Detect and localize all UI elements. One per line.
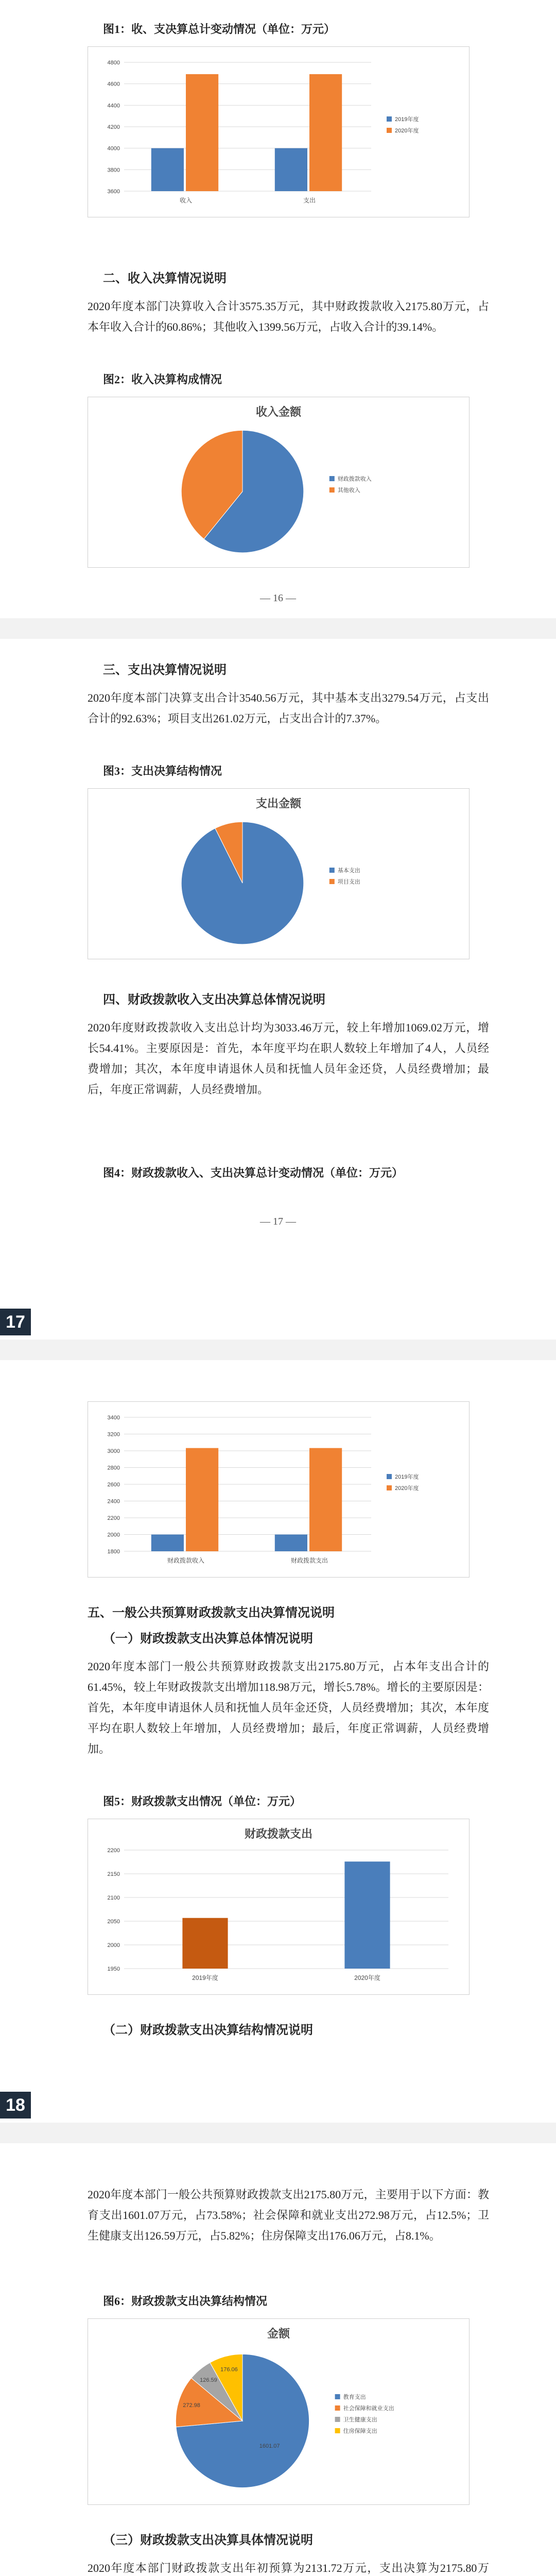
chart-title: 支出金额 [255, 797, 302, 810]
page19-para2: 2020年度本部门财政拨款支出年初预算为2131.72万元，支出决算为2175.80万 [88, 2562, 489, 2574]
page17-para2: 2020年度财政拨款收入支出总计均为3033.46万元，较上年增加1069.02万元，增长54.41%。主要原因是：首先，本年度平均在职人数较上年增加了4人，人员经费增加；其次，本年度申请退休人员和抚恤人员年金还贷，人员经费增加；最后，年度正常调薪，人员经费增加。 [88, 1021, 489, 1096]
y-tick-label: 2200 [107, 1848, 120, 1854]
y-tick-label: 4400 [107, 103, 120, 109]
y-tick-label: 4800 [107, 60, 120, 66]
page-19 [0, 2143, 556, 2576]
page-gap [0, 2123, 556, 2143]
y-tick-label: 3400 [107, 1415, 120, 1421]
figure3-caption: 图3：支出决算结构情况 [103, 765, 222, 777]
page17-footer: — 17 — [260, 1216, 296, 1227]
y-tick-label: 4200 [107, 124, 120, 130]
legend-swatch [329, 476, 335, 481]
legend-label: 住房保障支出 [343, 2428, 377, 2434]
page18-para1: 2020年度本部门一般公共预算财政拨款支出2175.80万元，占本年支出合计的61.45%，较上年财政拨款支出增加118.98万元，增长5.78%。增长的主要原因是：首先，本年度申请退休人员和抚恤人员年金还贷，人员经费增加；其次，本年度平均在职人数较上年增加，人员经费增加；最后，年度正常调薪，人员经费增加。 [88, 1660, 489, 1755]
bar [186, 1448, 218, 1551]
chart5-svg [88, 1819, 469, 1994]
y-tick-label: 3200 [107, 1431, 120, 1438]
legend-swatch [329, 879, 335, 884]
chart3-svg [88, 789, 469, 959]
data-label: 272.98 [183, 2402, 200, 2409]
data-label: 1601.07 [259, 2443, 280, 2450]
x-tick-label: 2020年度 [354, 1974, 380, 1981]
chart2-svg [88, 397, 469, 567]
chart4-svg [88, 1402, 469, 1577]
page16-para1: 2020年度本部门决算收入合计3575.35万元，其中财政拨款收入2175.80万元，占本年收入合计的60.86%；其他收入1399.56万元，占收入合计的39.14%。 [88, 300, 489, 333]
x-tick-label: 财政拨款支出 [290, 1557, 328, 1564]
page-badge-17: 17 [0, 1309, 31, 1335]
legend-swatch [335, 2428, 340, 2433]
bar [344, 1861, 390, 1969]
chart3-container [88, 788, 470, 959]
legend-swatch [335, 2394, 340, 2399]
section4-heading: 四、财政拨款收入支出决算总体情况说明 [103, 993, 325, 1007]
data-label: 176.06 [220, 2366, 238, 2373]
legend-swatch [335, 2405, 340, 2411]
x-tick-label: 支出 [303, 197, 316, 204]
chart6-svg [88, 2319, 469, 2504]
bar [309, 74, 342, 191]
data-label: 126.59 [200, 2377, 217, 2384]
y-tick-label: 4600 [107, 81, 120, 88]
figure4-caption: 图4：财政拨款收入、支出决算总计变动情况（单位：万元） [103, 1166, 404, 1179]
y-tick-label: 3600 [107, 189, 120, 195]
legend-label: 社会保障和就业支出 [343, 2405, 394, 2412]
bar [309, 1448, 342, 1551]
legend-label: 财政拨款收入 [337, 476, 372, 482]
sub3-heading: （三）财政拨款支出决算具体情况说明 [103, 2534, 313, 2547]
section5-heading: 五、一般公共预算财政拨款支出决算情况说明 [88, 1606, 335, 1620]
y-tick-label: 2050 [107, 1919, 120, 1925]
page-18 [0, 1360, 556, 2123]
bar [151, 1535, 184, 1552]
legend-label: 卫生健康支出 [343, 2417, 377, 2423]
y-tick-label: 2600 [107, 1482, 120, 1488]
y-tick-label: 2000 [107, 1532, 120, 1538]
y-tick-label: 2150 [107, 1871, 120, 1877]
page-16 [0, 0, 556, 618]
legend-label: 2020年度 [395, 128, 419, 134]
legend-swatch [387, 128, 392, 133]
chart2-container [88, 397, 470, 568]
figure2-caption: 图2：收入决算构成情况 [103, 373, 222, 386]
x-tick-label: 财政拨款收入 [167, 1557, 205, 1564]
figure1-caption: 图1：收、支决算总计变动情况（单位：万元） [103, 23, 336, 36]
sub2-heading: （二）财政拨款支出决算结构情况说明 [103, 2024, 313, 2037]
legend-swatch [329, 487, 335, 493]
sub1-heading: （一）财政拨款支出决算总体情况说明 [103, 1632, 313, 1646]
bar [151, 148, 184, 191]
legend-label: 项目支出 [337, 879, 360, 885]
y-tick-label: 3800 [107, 167, 120, 174]
y-tick-label: 4000 [107, 145, 120, 152]
y-tick-label: 2000 [107, 1942, 120, 1948]
chart5-container [88, 1819, 470, 1995]
y-tick-label: 1950 [107, 1966, 120, 1972]
y-tick-label: 2100 [107, 1895, 120, 1901]
page-17 [0, 639, 556, 1340]
chart1-container [88, 46, 470, 217]
legend-swatch [335, 2417, 340, 2422]
bar [275, 148, 307, 191]
legend-swatch [387, 116, 392, 122]
legend-swatch [387, 1474, 392, 1479]
figure5-caption: 图5：财政拨款支出情况（单位：万元） [103, 1795, 302, 1808]
x-tick-label: 2019年度 [192, 1974, 218, 1981]
legend-label: 2019年度 [395, 116, 419, 123]
legend-label: 2019年度 [395, 1474, 419, 1480]
page-badge-18: 18 [0, 2092, 31, 2119]
legend-label: 基本支出 [337, 868, 360, 874]
chart6-container [88, 2318, 470, 2505]
chart-title: 收入金额 [255, 405, 302, 418]
bar [275, 1535, 307, 1552]
bar [186, 74, 218, 191]
legend-label: 2020年度 [395, 1485, 419, 1492]
y-tick-label: 2800 [107, 1465, 120, 1471]
y-tick-label: 3000 [107, 1448, 120, 1454]
page17-para1: 2020年度本部门决算支出合计3540.56万元，其中基本支出3279.54万元，占支出合计的92.63%；项目支出261.02万元，占支出合计的7.37%。 [88, 691, 489, 725]
page16-footer: — 16 — [260, 592, 296, 604]
legend-label: 教育支出 [343, 2394, 366, 2400]
page-gap [0, 618, 556, 639]
section3-heading: 三、支出决算情况说明 [103, 664, 227, 677]
chart-title: 金额 [267, 2327, 290, 2340]
section2-heading: 二、收入决算情况说明 [103, 272, 227, 285]
y-tick-label: 2200 [107, 1515, 120, 1521]
chart-title: 财政拨款支出 [244, 1827, 313, 1840]
page19-para1: 2020年度本部门一般公共预算财政拨款支出2175.80万元，主要用于以下方面：教育支出1601.07万元，占73.58%；社会保障和就业支出272.98万元，占12.5%；卫生健康支出126.59万元，占5.82%；住房保障支出176.06万元，占8.1%。 [88, 2188, 489, 2242]
chart4-container [88, 1401, 470, 1578]
page-gap [0, 1340, 556, 1360]
legend-swatch [329, 868, 335, 873]
x-tick-label: 收入 [179, 197, 193, 204]
legend-label: 其他收入 [337, 487, 360, 494]
y-tick-label: 2400 [107, 1498, 120, 1505]
bar [182, 1918, 228, 1969]
legend-swatch [387, 1485, 392, 1490]
y-tick-label: 1800 [107, 1549, 120, 1555]
chart1-svg [88, 47, 469, 217]
figure6-caption: 图6：财政拨款支出决算结构情况 [103, 2295, 268, 2308]
